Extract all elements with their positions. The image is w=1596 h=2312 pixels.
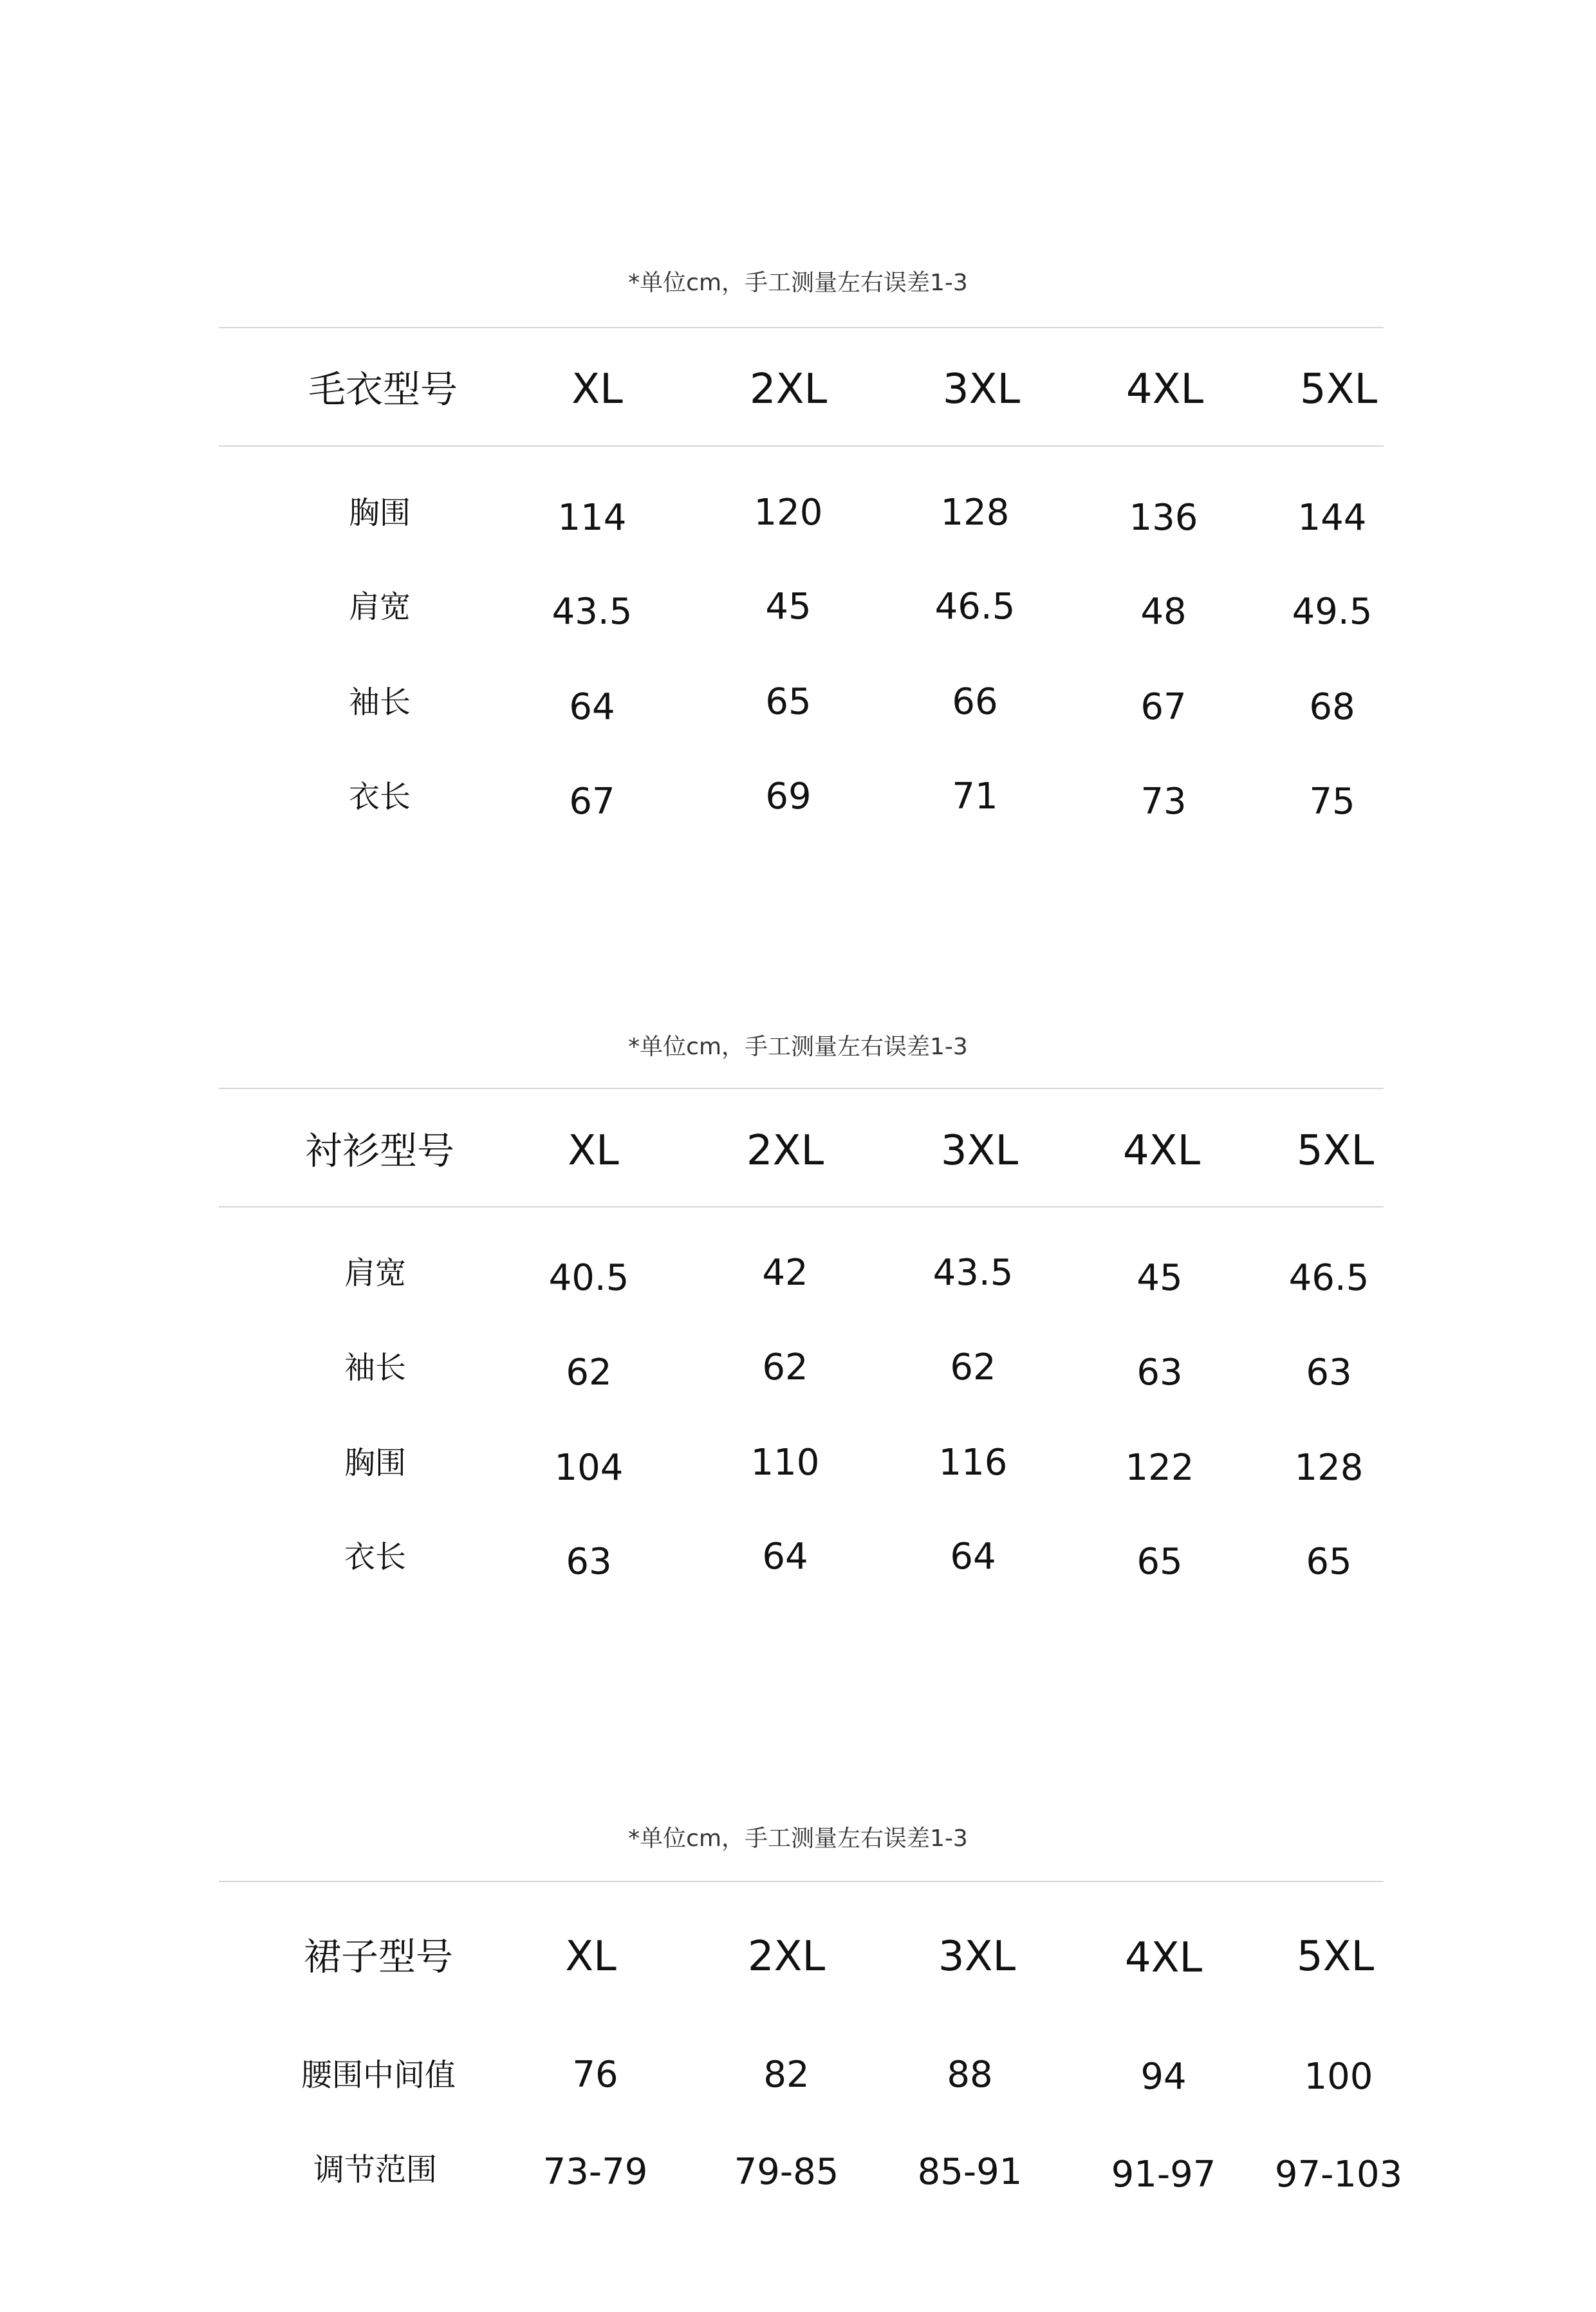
row-label: 胸围 xyxy=(344,1445,406,1481)
size-header: 4XL xyxy=(1126,366,1204,413)
cell-value: 65 xyxy=(1137,1541,1183,1583)
cell-value: 67 xyxy=(1140,686,1187,728)
cell-value: 128 xyxy=(940,492,1010,534)
size-header: XL xyxy=(568,1127,619,1175)
cell-value: 45 xyxy=(1137,1257,1183,1299)
cell-value: 62 xyxy=(950,1347,996,1388)
cell-value: 76 xyxy=(572,2054,618,2096)
cell-value: 46.5 xyxy=(934,586,1016,628)
cell-value: 43.5 xyxy=(552,591,633,633)
cell-value: 97-103 xyxy=(1274,2154,1403,2195)
top-divider xyxy=(219,327,1384,328)
size-header: 4XL xyxy=(1124,1934,1203,1982)
size-header: 5XL xyxy=(1296,1127,1375,1175)
cell-value: 63 xyxy=(566,1541,612,1583)
cell-value: 49.5 xyxy=(1292,591,1373,633)
cell-value: 122 xyxy=(1125,1447,1194,1489)
cell-value: 62 xyxy=(566,1352,612,1394)
cell-value: 65 xyxy=(765,681,812,723)
size-header: 3XL xyxy=(942,366,1021,413)
cell-value: 45 xyxy=(765,586,812,628)
size-header: 3XL xyxy=(938,1933,1016,1981)
row-label: 衣长 xyxy=(344,1539,406,1575)
size-header: 2XL xyxy=(749,366,828,413)
size-header: 4XL xyxy=(1122,1127,1201,1175)
top-divider xyxy=(219,1088,1384,1089)
cell-value: 65 xyxy=(1306,1541,1352,1583)
table-title: 毛衣型号 xyxy=(308,368,458,411)
cell-value: 43.5 xyxy=(933,1252,1014,1294)
cell-value: 110 xyxy=(750,1442,820,1484)
size-header: 3XL xyxy=(940,1127,1019,1175)
cell-value: 73-79 xyxy=(543,2151,648,2193)
cell-value: 100 xyxy=(1304,2056,1373,2098)
cell-value: 67 xyxy=(569,781,615,823)
cell-value: 69 xyxy=(765,776,812,817)
size-header: 2XL xyxy=(747,1933,826,1981)
row-label: 衣长 xyxy=(348,779,411,815)
table-title: 裙子型号 xyxy=(303,1935,453,1979)
size-header: 5XL xyxy=(1296,1933,1375,1981)
cell-value: 75 xyxy=(1309,781,1355,823)
size-header: XL xyxy=(565,1933,617,1981)
cell-value: 104 xyxy=(554,1447,624,1489)
cell-value: 64 xyxy=(762,1536,808,1578)
cell-value: 63 xyxy=(1306,1352,1352,1394)
cell-value: 136 xyxy=(1129,497,1198,539)
cell-value: 63 xyxy=(1137,1352,1183,1394)
table-title: 衬衫型号 xyxy=(304,1129,454,1173)
cell-value: 91-97 xyxy=(1111,2154,1216,2195)
cell-value: 116 xyxy=(938,1442,1008,1484)
measurement-note: *单位cm，手工测量左右误差1-3 xyxy=(628,1034,968,1060)
top-divider xyxy=(219,1881,1384,1882)
header-divider xyxy=(219,445,1384,447)
cell-value: 82 xyxy=(763,2054,810,2096)
cell-value: 40.5 xyxy=(548,1257,629,1299)
cell-value: 62 xyxy=(762,1347,808,1388)
row-label: 调节范围 xyxy=(313,2152,437,2188)
measurement-note: *单位cm，手工测量左右误差1-3 xyxy=(628,270,968,296)
cell-value: 64 xyxy=(950,1536,996,1578)
row-label: 袖长 xyxy=(348,684,411,720)
cell-value: 46.5 xyxy=(1288,1257,1369,1299)
cell-value: 64 xyxy=(569,686,615,728)
size-header: 2XL xyxy=(746,1127,824,1175)
cell-value: 73 xyxy=(1140,781,1187,823)
cell-value: 42 xyxy=(762,1252,808,1294)
cell-value: 68 xyxy=(1309,686,1355,728)
row-label: 袖长 xyxy=(344,1350,406,1386)
row-label: 肩宽 xyxy=(348,589,411,625)
cell-value: 88 xyxy=(947,2054,993,2096)
size-header: XL xyxy=(571,366,623,413)
cell-value: 85-91 xyxy=(917,2151,1023,2193)
cell-value: 144 xyxy=(1297,497,1367,539)
cell-value: 128 xyxy=(1294,1447,1364,1489)
cell-value: 66 xyxy=(952,681,998,723)
cell-value: 94 xyxy=(1140,2056,1187,2098)
cell-value: 79-85 xyxy=(734,2151,839,2193)
cell-value: 120 xyxy=(754,492,823,534)
cell-value: 114 xyxy=(557,497,627,539)
row-label: 胸围 xyxy=(348,495,411,531)
cell-value: 48 xyxy=(1140,591,1187,633)
row-label: 肩宽 xyxy=(344,1255,406,1291)
measurement-note: *单位cm，手工测量左右误差1-3 xyxy=(628,1825,968,1852)
cell-value: 71 xyxy=(952,776,998,817)
header-divider xyxy=(219,1206,1384,1207)
size-header: 5XL xyxy=(1299,366,1378,413)
row-label: 腰围中间值 xyxy=(301,2057,456,2093)
